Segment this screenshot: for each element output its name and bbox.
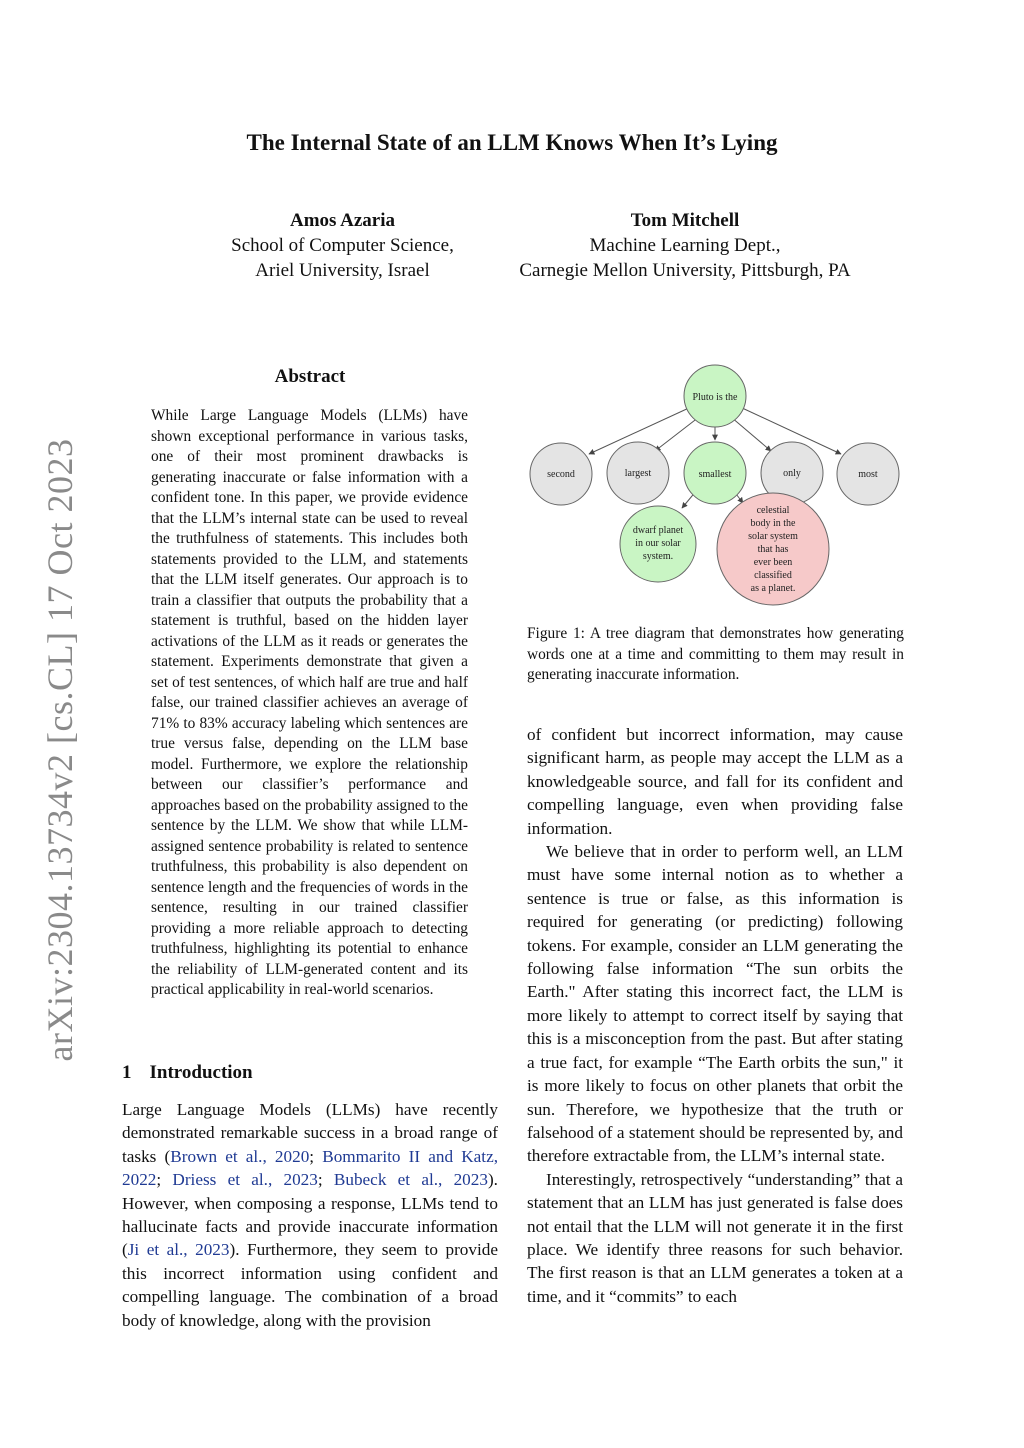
node-label: classified — [754, 570, 792, 581]
author-block-1 — [200, 208, 485, 283]
tree-diagram-svg — [527, 362, 907, 612]
paper-title: The Internal State of an LLM Knows When It’s Lying — [246, 130, 778, 155]
right-column-body — [527, 723, 903, 1308]
body-paragraph: of confident but incorrect information, may cause significant harm, as people may accept the LLM as a knowledgeable source, and fall for its confident and compelling language, even when providing false information. — [527, 725, 903, 838]
node-label: ever been — [753, 557, 793, 568]
section-title: Introduction — [149, 1062, 253, 1083]
arxiv-identifier-stamp: arXiv:2304.13734v2 [cs.CL] 17 Oct 2023 — [40, 438, 80, 1062]
citation-link[interactable]: Driess et al., 2023 — [172, 1170, 318, 1190]
citation-separator: ; — [156, 1170, 173, 1190]
author-block-2 — [480, 208, 890, 283]
figure-caption: Figure 1: A tree diagram that demonstrates how generating words one at a time and committing to them may result in generating inaccurate information. — [527, 625, 904, 683]
node-label: body in the — [750, 518, 796, 529]
abstract-text: While Large Language Models (LLMs) have shown exceptional performance in various tasks, one of their most prominent drawbacks is generating inaccurate or false information with a confident tone. In this paper, we provide evidence that the LLM’s internal state can be used to reveal the truthfulness of statements. This includes both statements provided to the LLM, and statements that the LLM itself generates. Our approach is to train a classifier that outputs the probability that a statement is truthful, based on the hidden layer activations of the LLM as it reads or generates the statement. Experiments demonstrate that given a set of test sentences, of which half are true and half false, our trained classifier achieves an average of 71% to 83% accuracy labeling which sentences are true versus false, depending on the LLM base model. Furthermore, we explore the relationship between our classifier’s performance and approaches based on the probability assigned to the sentence by the LLM. We show that while LLM-assigned sentence probability is related to sentence truthfulness, this probability is also dependent on sentence length and the frequencies of words in the sentence, resulting in our trained classifier providing a more reliable approach to detecting truthfulness, highlighting its potential to enhance the reliability of LLM-generated content and its practical applicability in real-world scenarios. — [151, 407, 468, 998]
citation-separator: ; — [317, 1170, 334, 1190]
introduction-paragraph — [122, 1098, 498, 1332]
node-label: in our solar — [635, 538, 681, 549]
section-heading-introduction — [122, 1062, 253, 1084]
node-label: second — [547, 469, 575, 480]
body-paragraph: We believe that in order to perform well, an LLM must have some internal notion as to whether a sentence is true or false, as this information is required for generating (or predicting) following tokens. For example, consider an LLM generating the following false information “The sun orbits the Earth." After stating this incorrect fact, the LLM is more likely to attempt to correct itself by saying that this is a misconception from the past. But after stating a true fact, for example “The Earth orbits the sun," it is more likely to focus on other planets that orbit the sun. Therefore, we hypothesize that the truth or falsehood of a statement should be represented by, and therefore extractable from, the LLM’s internal state. — [527, 842, 903, 1166]
node-label: system. — [642, 551, 674, 562]
node-label: largest — [624, 468, 652, 479]
tree-edge — [731, 417, 771, 451]
citation-link[interactable]: Bubeck et al., 2023 — [333, 1170, 488, 1190]
node-label: only — [783, 468, 801, 479]
node-label: smallest — [698, 469, 732, 480]
author-affiliation: School of Computer Science, — [231, 235, 454, 256]
intro-text-run: ). Furthermore, they seem to provide this incorrect information using confident and compelling language. The combination of a broad body of knowledge, along with the provision — [122, 1240, 498, 1330]
author-affiliation: Carnegie Mellon University, Pittsburgh, PA — [519, 260, 851, 281]
citation-link[interactable]: Ji et al., 2023 — [127, 1240, 230, 1260]
tree-edge — [655, 417, 699, 451]
citation-link[interactable]: Bommarito II and Katz, 2022 — [122, 1146, 498, 1190]
node-label: as a planet. — [750, 583, 796, 594]
abstract-heading: Abstract — [274, 366, 346, 387]
section-number: 1 — [122, 1062, 132, 1083]
node-label: most — [858, 469, 878, 480]
intro-text-run: ). However, when composing a response, LLMs tend to hallucinate facts and provide inaccurate information ( — [122, 1170, 498, 1260]
author-name: Amos Azaria — [289, 210, 395, 231]
node-label: dwarf planet — [632, 525, 684, 536]
node-label: that has — [757, 544, 789, 555]
author-name: Tom Mitchell — [630, 210, 740, 231]
intro-text-run: Large Language Models (LLMs) have recently demonstrated remarkable success in a broad range of tasks ( — [122, 1100, 498, 1166]
citation-separator: ; — [309, 1146, 323, 1166]
author-affiliation: Ariel University, Israel — [255, 260, 430, 281]
node-label: celestial — [756, 505, 790, 516]
citation-link[interactable]: Brown et al., 2020 — [170, 1146, 310, 1166]
node-label: solar system — [748, 531, 798, 542]
author-affiliation: Machine Learning Dept., — [589, 235, 781, 256]
body-paragraph: Interestingly, retrospectively “understanding” that a statement that an LLM has just generated is false does not entail that the LLM will not generate it in the first place. We identify three reasons for such behavior. The first reason is that an LLM generates a token at a time, and it “commits” to each — [527, 1169, 903, 1306]
node-label: Pluto is the — [692, 392, 738, 403]
figure-tree-diagram — [527, 362, 907, 612]
